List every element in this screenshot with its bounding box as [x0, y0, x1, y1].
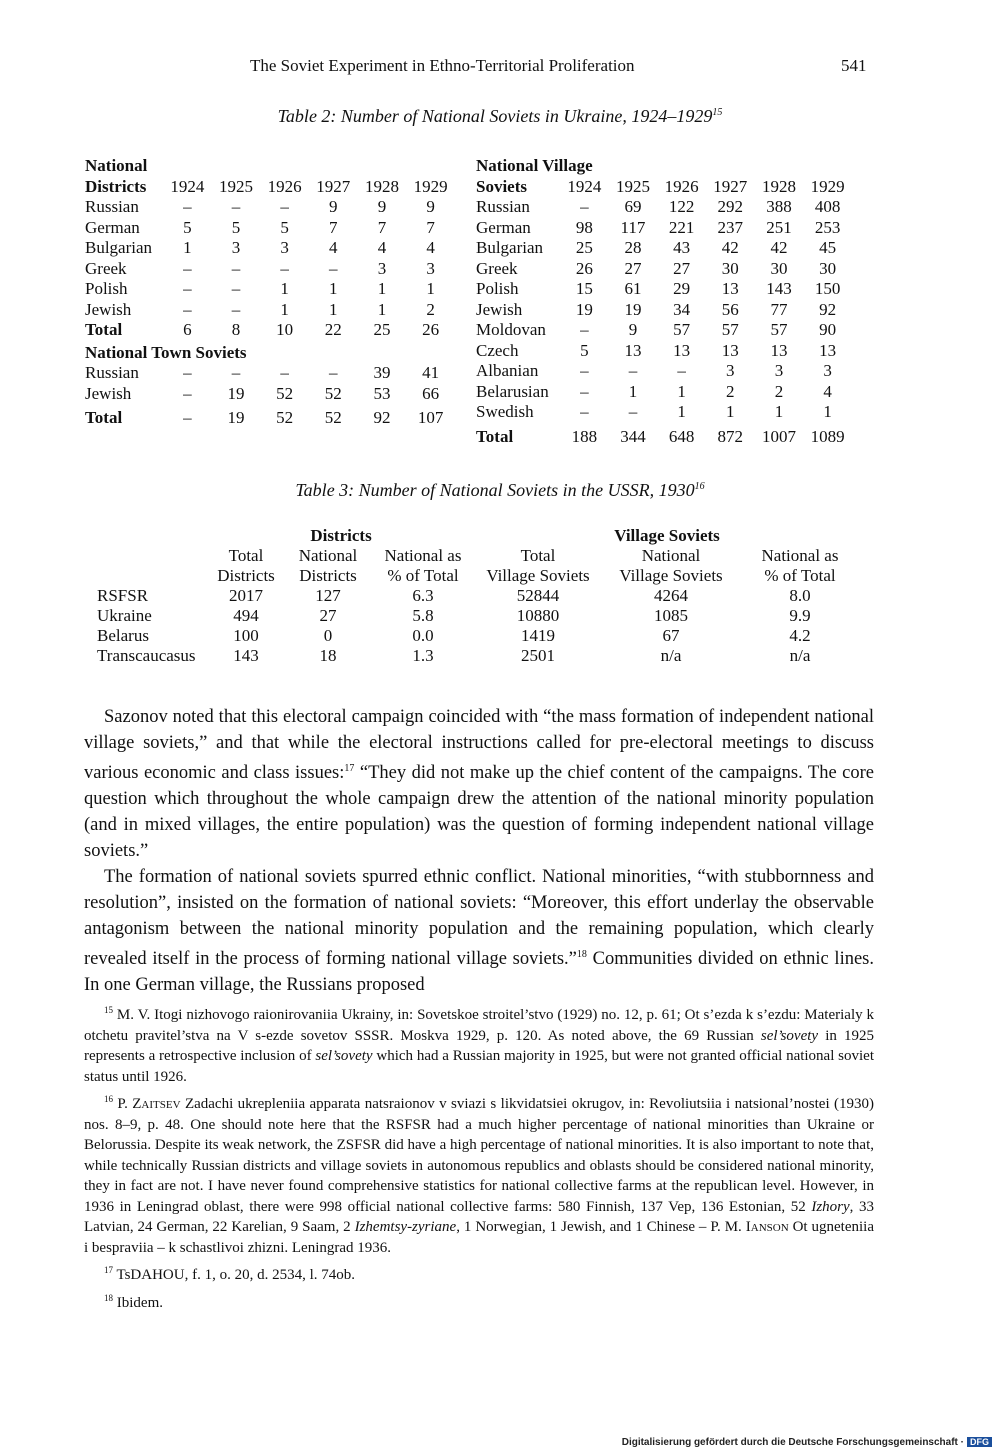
table-cell: 1007 [761, 426, 796, 446]
table3 [97, 526, 861, 666]
table-cell: 52 [324, 408, 342, 427]
table-cell: 8.0 [789, 586, 811, 605]
digitization-credit: Digitalisierung gefördert durch die Deutsche Forschungsgemeinschaft · DFG [622, 1437, 992, 1448]
table-cell: 69 [624, 197, 642, 216]
table-cell: 30 [721, 258, 739, 278]
table-cell: 122 [668, 197, 695, 216]
table-row [97, 646, 861, 666]
footnote-16: $^{16}$ P. Zaitsev Zadachi ukrepleniia apparata natsraionov v sviazi s likvidatsiei okrugov, in: Revoliutsiia i natsional’nostei (1930) nos. 8–9, p. 48. One should note here that the RSFSR had a much higher percentage of national minorities than Ukraine or Belorussia. Despite its weak network, the ZSFSR did have a high percentage of national minorities. It is also important to note that, while technically Russian districts and village soviets in autonomous republics and oblasts should be considered national minority, they in fact are not. I have never found comprehensive statistics for national collective farms at the republican level. However, in 1936 in Leningrad oblast, there were 998 official national collective farms: 580 Finnish, 137 Vep, 136 Estonian, 52 Izhory, 33 Latvian, 24 German, 22 Karelian, 9 Saam, 2 Izhemtsy-zyriane, 1 Norwegian, 1 Jewish, and 1 Chinese – P. M. Ianson Ot ugneteniia i bespraviia – k schastlivoi zhizni. Leningrad 1936. [84, 1094, 875, 1256]
footnote-ref: 17 [344, 763, 355, 774]
table-row [85, 300, 455, 321]
table-cell: 1 [377, 279, 387, 298]
table-row [85, 320, 455, 341]
table-cell: 1 [677, 381, 686, 401]
table-cell: 30 [770, 258, 788, 278]
row-label: Jewish [85, 383, 132, 403]
body-text [84, 704, 874, 998]
districts-header-line1: National [85, 156, 148, 175]
table-cell: – [231, 299, 241, 319]
table-cell: – [628, 361, 638, 380]
table-cell: – [183, 299, 192, 319]
table-cell: 39 [373, 363, 391, 382]
village-header-line1: National Village [476, 156, 593, 175]
table-row [85, 197, 455, 218]
table-cell: 30 [819, 258, 837, 278]
table-cell: 66 [422, 383, 440, 403]
table-cell: – [580, 320, 589, 339]
table2-districts [85, 156, 455, 429]
page-number: 541 [841, 56, 867, 75]
row-label: Polish [476, 279, 519, 298]
table-cell: 9 [628, 320, 638, 339]
table-cell: 28 [624, 238, 642, 257]
table-cell: 67 [662, 626, 680, 645]
table-cell: 13 [673, 340, 691, 360]
table-cell: 1 [280, 299, 289, 319]
table-cell: 494 [233, 606, 259, 625]
row-label: Russian [85, 363, 139, 382]
table-cell: 29 [673, 279, 691, 298]
column-header: Districts [217, 566, 275, 585]
table-cell: 77 [770, 299, 788, 319]
table-cell: – [183, 383, 192, 403]
table-row [476, 218, 852, 239]
table-cell: 10880 [516, 606, 560, 625]
table-cell: 53 [373, 383, 391, 403]
table-cell: 57 [673, 320, 691, 339]
table-cell: 56 [721, 299, 739, 319]
table-cell: 19 [227, 408, 245, 427]
row-label: Greek [85, 258, 127, 278]
year-header: 1925 [615, 176, 650, 196]
table-cell: 3 [726, 361, 735, 380]
column-header: Total [228, 546, 264, 565]
table-cell: 18 [319, 646, 337, 665]
town-soviets-header: National Town Soviets [85, 342, 247, 362]
column-header: % of Total [387, 566, 459, 585]
table-cell: 143 [233, 646, 259, 665]
row-label: Greek [476, 258, 518, 278]
table-cell: 7 [377, 217, 387, 237]
table-cell: 13 [624, 340, 642, 360]
table-cell: 1 [377, 299, 387, 319]
table-cell: 15 [575, 279, 593, 298]
table-row [476, 361, 852, 382]
table-row [476, 341, 852, 362]
table-cell: – [183, 408, 192, 427]
table-cell: 0 [323, 626, 333, 645]
running-title: The Soviet Experiment in Ethno-Territorial Proliferation [250, 56, 635, 75]
table-cell: 2501 [521, 646, 555, 665]
column-header: Total [520, 546, 556, 565]
table-cell: 98 [575, 217, 593, 237]
table-cell: 45 [819, 238, 837, 257]
year-header: 1924 [567, 176, 602, 196]
table-cell: – [280, 363, 289, 382]
paragraph: The formation of national soviets spurred ethnic conflict. National minorities, “with stubbornness and resolution”, insisted on the formation of national soviets: “Moreover, this effort underlay the observable antagonism between the national minority population and the remaining population, which clearly revealed itself in the process of forming national village soviets.”$^{18}$ Communities divided on ethnic lines. In one German village, the Russians proposed [84, 867, 874, 996]
table-cell: – [183, 363, 192, 382]
table-cell: 43 [673, 238, 691, 257]
footnote-17: $^{17}$ TsDAHOU, f. 1, o. 20, d. 2534, l. 74ob. [104, 1265, 356, 1283]
table-cell: 19 [624, 299, 642, 319]
year-header: 1929 [810, 176, 845, 196]
table2-caption: Table 2: Number of National Soviets in Ukraine, 1924–1929$^{15}$ [277, 106, 723, 126]
column-header: Districts [299, 566, 357, 585]
row-label: Jewish [476, 299, 523, 319]
table-cell: 9 [426, 197, 435, 216]
table-cell: 25 [575, 238, 593, 257]
table-cell: 2 [426, 299, 435, 319]
table-cell: 6 [183, 320, 192, 339]
table-cell: 1 [280, 279, 289, 298]
table3-group-village: Village Soviets [614, 526, 720, 545]
row-label: Transcaucasus [97, 646, 196, 665]
table-cell: 13 [721, 340, 739, 360]
table-cell: 57 [770, 320, 788, 339]
table-cell: 9.9 [789, 606, 811, 625]
table-cell: – [183, 197, 192, 216]
table-cell: 1 [183, 238, 192, 257]
table-cell: 143 [766, 279, 792, 298]
table-cell: – [183, 258, 192, 278]
row-label: Belarusian [476, 381, 549, 401]
year-header: 1924 [170, 176, 205, 196]
table-cell: – [231, 258, 241, 278]
table-cell: 117 [620, 217, 646, 237]
row-label: German [85, 217, 140, 237]
row-label: Polish [85, 279, 128, 298]
table-cell: 4 [823, 381, 832, 401]
table-cell: 92 [373, 408, 391, 427]
table-cell: 1 [329, 299, 338, 319]
table-cell: 27 [319, 606, 337, 625]
table-cell: 57 [721, 320, 739, 339]
row-label: Bulgarian [85, 238, 153, 257]
table-cell: 4.2 [789, 626, 811, 645]
table-cell: 100 [233, 626, 259, 645]
table-cell: 1419 [521, 626, 555, 645]
row-label: Total [85, 320, 123, 339]
table-cell: – [231, 363, 241, 382]
table-cell: 4 [377, 238, 387, 257]
table-cell: 42 [770, 238, 788, 257]
table3-group-districts: Districts [310, 526, 372, 545]
row-label: Belarus [97, 626, 149, 645]
year-header: 1928 [761, 176, 796, 196]
table-row [476, 320, 852, 341]
table-cell: 61 [624, 279, 642, 298]
districts-header-line2: Districts [85, 176, 147, 196]
footnote-18: $^{18}$ Ibidem. [104, 1292, 163, 1311]
row-label: German [476, 217, 531, 237]
table-cell: 6.3 [412, 586, 434, 605]
table-cell: 872 [717, 426, 744, 446]
table-row [476, 279, 852, 300]
table-cell: 19 [575, 299, 593, 319]
table-cell: 2017 [229, 586, 263, 605]
table-cell: 1 [329, 279, 338, 298]
table-row [476, 423, 852, 448]
column-header: National [641, 546, 701, 565]
table-cell: 19 [227, 383, 245, 403]
row-label: Czech [476, 340, 519, 360]
table-cell: 188 [571, 426, 598, 446]
table-cell: 52 [276, 383, 294, 403]
table-cell: 5 [183, 217, 192, 237]
row-label: Russian [476, 197, 530, 216]
running-header [0, 56, 1000, 82]
table-cell: – [329, 258, 338, 278]
table-row [97, 586, 861, 606]
table-cell: 26 [422, 320, 440, 339]
row-label: Jewish [85, 299, 132, 319]
table-cell: 9 [329, 197, 338, 216]
table-row [85, 238, 455, 259]
table-cell: 3 [426, 258, 435, 278]
table-cell: 42 [721, 238, 739, 257]
table2-caption-note: 15 [712, 107, 723, 118]
table-row [476, 259, 852, 280]
column-header: Village Soviets [619, 566, 723, 585]
table-row [85, 259, 455, 280]
table-cell: 221 [668, 217, 695, 237]
row-label: Albanian [476, 361, 539, 380]
table-cell: – [329, 363, 338, 382]
table2-village-soviets [476, 156, 852, 447]
table-cell: 408 [814, 197, 841, 216]
table-cell: 150 [814, 279, 841, 298]
table-cell: – [231, 197, 241, 216]
table-cell: – [580, 197, 589, 216]
table-cell: 1 [628, 381, 638, 401]
table-cell: 5 [580, 340, 589, 360]
table-cell: 41 [422, 363, 440, 382]
table-cell: 3 [377, 258, 387, 278]
table-cell: 3 [823, 361, 832, 380]
row-label: Russian [85, 197, 139, 216]
table-cell: 2 [726, 381, 735, 401]
table-cell: – [280, 197, 289, 216]
table-cell: 388 [766, 197, 792, 216]
table-cell: 1.3 [412, 646, 434, 665]
table-cell: 648 [668, 426, 695, 446]
table-cell: 52844 [516, 586, 560, 605]
table-row [97, 606, 861, 626]
table-cell: 0.0 [412, 626, 434, 645]
table-cell: 1 [726, 402, 735, 421]
table-cell: 10 [276, 320, 294, 339]
table-cell: 13 [819, 340, 837, 360]
town-total-label: Total [85, 408, 123, 427]
table-cell: 92 [819, 299, 837, 319]
table-row [85, 384, 455, 405]
table-row [476, 300, 852, 321]
table-cell: 9 [377, 197, 387, 216]
table-cell: – [580, 381, 589, 401]
table-cell: – [183, 279, 192, 298]
table-cell: – [580, 402, 589, 421]
paragraph: Sazonov noted that this electoral campaign coincided with “the mass formation of independent national village soviets,” and that while the electoral instructions called for pre-electoral meetings to discuss various economic and class issues:$^{17}$ “They did not make up the chief content of the campaigns. The core question which throughout the whole campaign drew the attention of the national minority population (and in mixed villages, the entire population) was the question of forming independent national village soviets.” [84, 707, 874, 862]
table-cell: 13 [721, 279, 739, 298]
table-cell: 3 [280, 238, 289, 257]
row-label: Moldovan [476, 320, 546, 339]
column-header: % of Total [764, 566, 836, 585]
table3-caption: Table 3: Number of National Soviets in the USSR, 1930$^{16}$ [295, 480, 705, 500]
table-cell: 1 [774, 402, 784, 421]
row-label: Swedish [476, 402, 534, 421]
table-cell: – [231, 279, 241, 298]
table3-caption-note: 16 [694, 481, 705, 492]
table-cell: 2 [774, 381, 784, 401]
table-cell: – [580, 361, 589, 380]
table-cell: 1089 [810, 426, 845, 446]
table-cell: 90 [819, 320, 837, 339]
table-cell: 22 [324, 320, 342, 339]
table-cell: 3 [774, 361, 784, 380]
column-header: National [298, 546, 358, 565]
table-cell: 3 [231, 238, 241, 257]
table-row [97, 626, 861, 646]
table-cell: – [280, 258, 289, 278]
table-cell: n/a [660, 646, 682, 665]
table-cell: 1085 [654, 606, 688, 625]
table-cell: 27 [673, 258, 691, 278]
table-row [85, 279, 455, 300]
row-label: Ukraine [97, 606, 152, 625]
table-cell: 292 [717, 197, 744, 216]
year-header: 1927 [316, 176, 351, 196]
table-row [476, 402, 852, 423]
table-cell: 127 [315, 586, 341, 605]
row-label: RSFSR [97, 586, 149, 605]
table-cell: 1 [426, 279, 435, 298]
row-label: Total [476, 426, 514, 446]
footnotes [84, 1000, 874, 1315]
table-cell: 13 [770, 340, 788, 360]
table-row [476, 197, 852, 218]
table-cell: n/a [789, 646, 811, 665]
table-cell: 25 [373, 320, 391, 339]
table-row [476, 382, 852, 403]
column-header: National as [761, 546, 839, 565]
table-row [85, 363, 455, 384]
table-cell: 4 [329, 238, 338, 257]
table-cell: 52 [276, 408, 294, 427]
table-cell: 34 [673, 299, 691, 319]
table-cell: 4264 [654, 586, 688, 605]
table-cell: – [677, 361, 686, 380]
table-cell: – [628, 402, 638, 421]
table-cell: 251 [766, 217, 792, 237]
year-header: 1928 [364, 176, 399, 196]
year-header: 1926 [267, 176, 302, 196]
village-header-line2: Soviets [476, 176, 527, 196]
table-cell: 5.8 [412, 606, 434, 625]
year-header: 1925 [218, 176, 253, 196]
table-cell: 7 [329, 217, 338, 237]
table-cell: 1 [823, 402, 832, 421]
table-cell: 253 [814, 217, 841, 237]
year-header: 1926 [664, 176, 699, 196]
table-cell: 5 [280, 217, 289, 237]
footnote-15: $^{15}$ M. V. Itogi nizhovogo raionirovaniia Ukrainy, in: Sovetskoe stroitel’stvo (1929) no. 12, p. 61; Ot s’ezda k s’ezdu: Materialy k otchetu pravitel’stva na V s-ezde sovetov SSSR. Moskva 1929, p. 120. As noted above, the 69 Russian sel’sovety in 1925 represents a retrospective inclusion of sel’sovety which had a Russian majority in 1925, but were not granted official national soviet status until 1926. [84, 1005, 875, 1085]
table-cell: 8 [231, 320, 241, 339]
year-header: 1929 [413, 176, 448, 196]
table-cell: 7 [426, 217, 435, 237]
column-header: National as [384, 546, 462, 565]
table-cell: 107 [417, 408, 444, 427]
table-row [476, 238, 852, 259]
table-cell: 27 [624, 258, 642, 278]
table-cell: 1 [677, 402, 686, 421]
table-cell: 52 [324, 383, 342, 403]
footnote-ref: 18 [576, 949, 587, 961]
table-row [85, 218, 455, 239]
table-cell: 5 [231, 217, 241, 237]
column-header: Village Soviets [486, 566, 590, 585]
row-label: Bulgarian [476, 238, 544, 257]
year-header: 1927 [713, 176, 748, 196]
table-cell: 344 [620, 426, 646, 446]
table-cell: 4 [426, 238, 435, 257]
dfg-logo: DFG [967, 1437, 992, 1447]
table-cell: 237 [717, 217, 744, 237]
table-cell: 26 [575, 258, 593, 278]
